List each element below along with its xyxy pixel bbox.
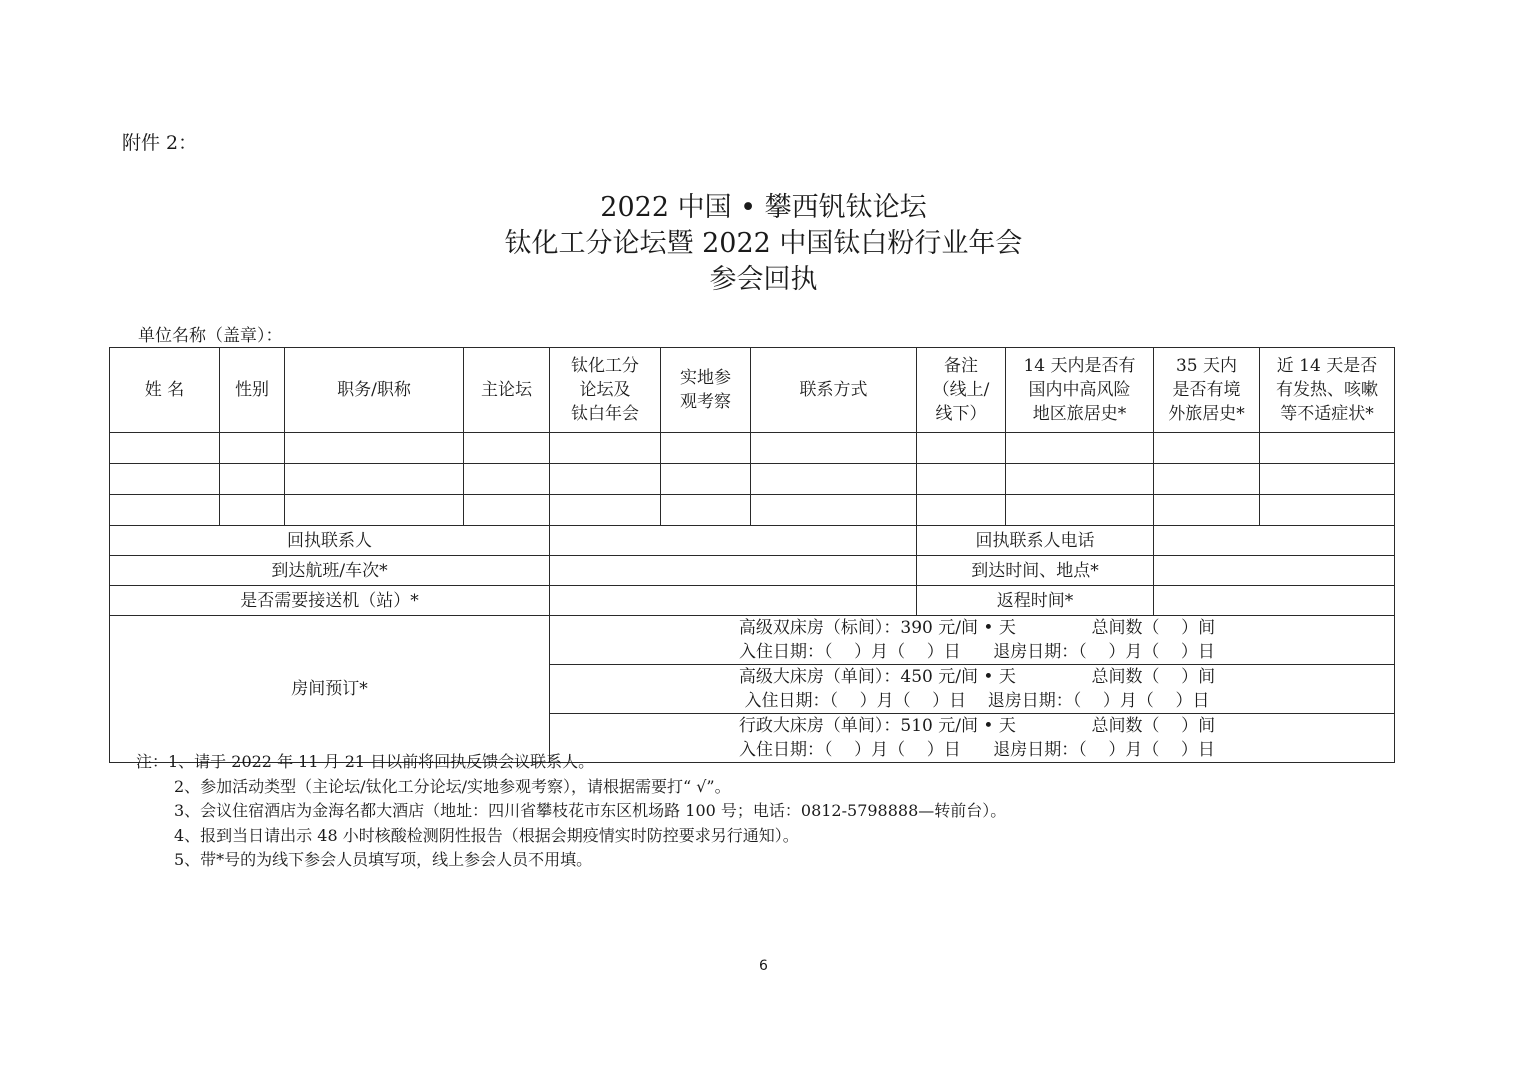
header-main-forum: 主论坛 <box>464 348 550 433</box>
pickup-field[interactable] <box>550 586 917 616</box>
arrival-time-place-label: 到达时间、地点* <box>917 556 1154 586</box>
room-dates-line: 入住日期：（ ）月（ ）日 退房日期：（ ）月（ ）日 <box>744 691 1210 711</box>
name-cell[interactable] <box>110 464 220 495</box>
note-item: 4、报到当日请出示 48 小时核酸检测阴性报告（根据会期疫情实时防控要求另行通知）。 <box>174 825 799 845</box>
overseas-travel-cell[interactable] <box>1154 464 1260 495</box>
room-option-line: 高级双床房（标间）：390 元/间 • 天 总间数（ ）间 <box>738 618 1216 638</box>
domestic-risk-cell[interactable] <box>1006 495 1154 526</box>
site-visit-cell[interactable] <box>661 495 751 526</box>
room-dates-line: 入住日期：（ ）月（ ）日 退房日期：（ ）月（ ）日 <box>739 740 1215 760</box>
main-forum-cell[interactable] <box>464 433 550 464</box>
header-position: 职务/职称 <box>285 348 464 433</box>
header-domestic-risk: 14 天内是否有 国内中高风险 地区旅居史* <box>1006 348 1154 433</box>
registration-form-table <box>109 347 1395 763</box>
position-cell[interactable] <box>285 495 464 526</box>
arrival-time-place-field[interactable] <box>1154 556 1395 586</box>
site-visit-cell[interactable] <box>661 433 751 464</box>
header-gender: 性别 <box>220 348 285 433</box>
header-site-visit: 实地参 观考察 <box>661 348 751 433</box>
return-time-field[interactable] <box>1154 586 1395 616</box>
symptoms-cell[interactable] <box>1260 433 1395 464</box>
room-dates-line: 入住日期：（ ）月（ ）日 退房日期：（ ）月（ ）日 <box>739 642 1215 662</box>
room-option-line: 行政大床房（单间）：510 元/间 • 天 总间数（ ）间 <box>738 716 1216 736</box>
notes <box>136 750 1006 873</box>
main-forum-cell[interactable] <box>464 464 550 495</box>
position-cell[interactable] <box>285 433 464 464</box>
overseas-travel-cell[interactable] <box>1154 433 1260 464</box>
room-booking-label: 房间预订* <box>110 616 550 763</box>
title-line-2: 钛化工分论坛暨 2022 中国钛白粉行业年会 <box>504 228 1023 259</box>
header-overseas-travel: 35 天内 是否有境 外旅居史* <box>1154 348 1260 433</box>
arrival-flight-field[interactable] <box>550 556 917 586</box>
gender-cell[interactable] <box>220 433 285 464</box>
room-option-king[interactable] <box>550 665 1395 714</box>
domestic-risk-cell[interactable] <box>1006 433 1154 464</box>
receipt-contact-phone-label: 回执联系人电话 <box>917 526 1154 556</box>
arrival-flight-label: 到达航班/车次* <box>110 556 550 586</box>
position-cell[interactable] <box>285 464 464 495</box>
header-contact: 联系方式 <box>751 348 917 433</box>
receipt-contact-row <box>110 526 1395 556</box>
header-sub-forum: 钛化工分 论坛及 钛白年会 <box>550 348 661 433</box>
room-option-line: 高级大床房（单间）：450 元/间 • 天 总间数（ ）间 <box>738 667 1216 687</box>
header-row <box>110 348 1395 433</box>
receipt-contact-field[interactable] <box>550 526 917 556</box>
page-number: 6 <box>759 958 768 974</box>
remarks-cell[interactable] <box>917 433 1006 464</box>
room-option-twin[interactable] <box>550 616 1395 665</box>
attendee-row <box>110 433 1395 464</box>
attendee-row <box>110 495 1395 526</box>
header-name: 姓 名 <box>110 348 220 433</box>
header-symptoms: 近 14 天是否 有发热、咳嗽 等不适症状* <box>1260 348 1395 433</box>
attendee-row <box>110 464 1395 495</box>
remarks-cell[interactable] <box>917 464 1006 495</box>
pickup-row <box>110 586 1395 616</box>
name-cell[interactable] <box>110 495 220 526</box>
note-item: 2、参加活动类型（主论坛/钛化工分论坛/实地参观考察），请根据需要打“ √”。 <box>174 776 731 796</box>
return-time-label: 返程时间* <box>917 586 1154 616</box>
document-title <box>0 190 1527 298</box>
pickup-label: 是否需要接送机（站）* <box>110 586 550 616</box>
domestic-risk-cell[interactable] <box>1006 464 1154 495</box>
receipt-contact-label: 回执联系人 <box>110 526 550 556</box>
name-cell[interactable] <box>110 433 220 464</box>
receipt-contact-phone-field[interactable] <box>1154 526 1395 556</box>
arrival-row <box>110 556 1395 586</box>
remarks-cell[interactable] <box>917 495 1006 526</box>
site-visit-cell[interactable] <box>661 464 751 495</box>
gender-cell[interactable] <box>220 464 285 495</box>
title-line-3: 参会回执 <box>709 264 818 295</box>
note-item: 3、会议住宿酒店为金海名都大酒店（地址：四川省攀枝花市东区机场路 100 号；电话：0812-5798888—转前台）。 <box>174 801 1007 820</box>
note-item: 注：1、请于 2022 年 11 月 21 日以前将回执反馈会议联系人。 <box>136 752 595 771</box>
note-item: 5、带*号的为线下参会人员填写项，线上参会人员不用填。 <box>174 850 593 869</box>
symptoms-cell[interactable] <box>1260 495 1395 526</box>
overseas-travel-cell[interactable] <box>1154 495 1260 526</box>
main-forum-cell[interactable] <box>464 495 550 526</box>
sub-forum-cell[interactable] <box>550 495 661 526</box>
gender-cell[interactable] <box>220 495 285 526</box>
sub-forum-cell[interactable] <box>550 433 661 464</box>
title-line-1: 2022 中国 • 攀西钒钛论坛 <box>600 192 927 223</box>
unit-name-label: 单位名称（盖章）： <box>138 326 283 346</box>
contact-cell[interactable] <box>751 495 917 526</box>
contact-cell[interactable] <box>751 464 917 495</box>
contact-cell[interactable] <box>751 433 917 464</box>
symptoms-cell[interactable] <box>1260 464 1395 495</box>
room-row-1 <box>110 616 1395 665</box>
attachment-label: 附件 2： <box>122 132 198 154</box>
header-remarks: 备注 （线上/ 线下） <box>917 348 1006 433</box>
sub-forum-cell[interactable] <box>550 464 661 495</box>
